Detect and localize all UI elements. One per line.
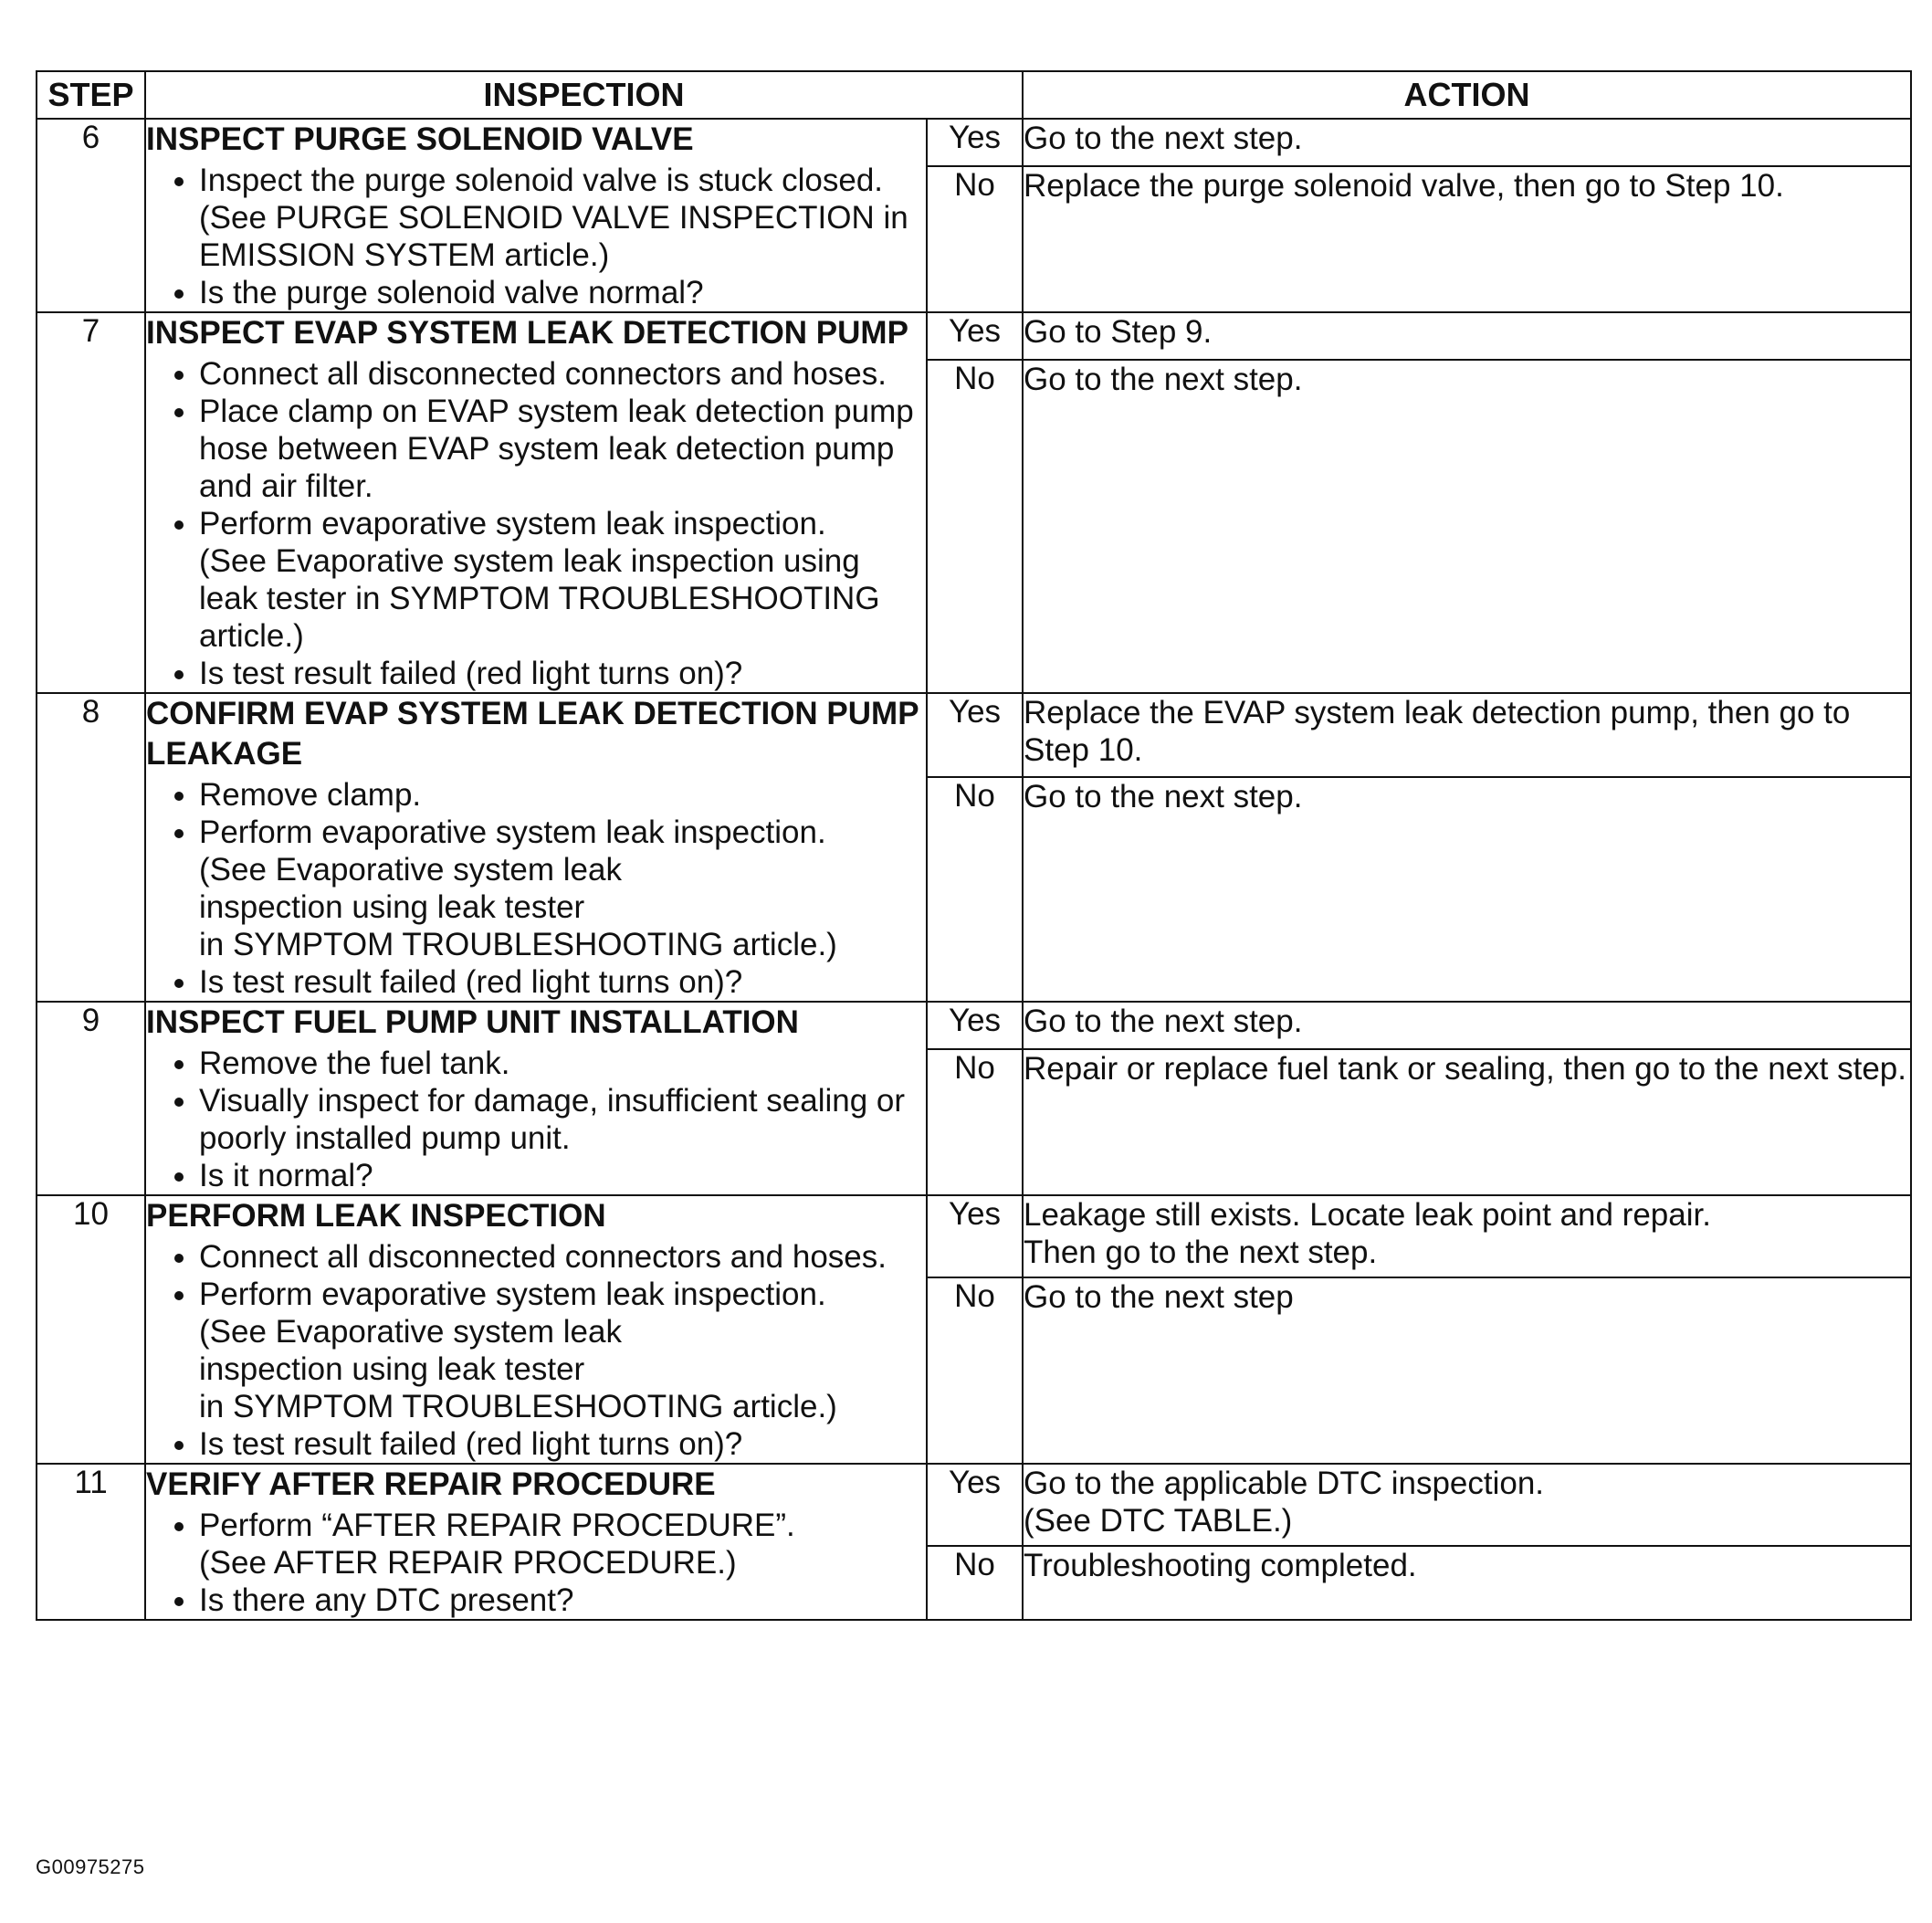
action-no: Repair or replace fuel tank or sealing, then go to the next step. bbox=[1023, 1049, 1911, 1195]
inspection-bullet bbox=[199, 1045, 926, 1082]
bullet-note: (See PURGE SOLENOID VALVE INSPECTION in EMISSION SYSTEM article.) bbox=[199, 200, 908, 273]
bullet-note: (See Evaporative system leak inspection using leak tester in SYMPTOM TROUBLESHOOTING article.) bbox=[199, 543, 880, 654]
header-row bbox=[37, 71, 1911, 119]
bullet-note: (See AFTER REPAIR PROCEDURE.) bbox=[199, 1545, 737, 1581]
bullet-text: Is test result failed (red light turns on)? bbox=[199, 1426, 743, 1462]
bullet-text: Is there any DTC present? bbox=[199, 1582, 574, 1618]
bullet-text: Visually inspect for damage, insufficient sealing or poorly installed pump unit. bbox=[199, 1083, 906, 1156]
inspection-bullet bbox=[199, 1581, 926, 1619]
inspection-bullet bbox=[199, 1157, 926, 1194]
inspection-title: CONFIRM EVAP SYSTEM LEAK DETECTION PUMP LEAKAGE bbox=[146, 696, 919, 772]
inspection-bullets bbox=[146, 1238, 926, 1463]
bullet-text: Perform evaporative system leak inspection. bbox=[199, 1277, 826, 1312]
bullet-text: Place clamp on EVAP system leak detection pump hose between EVAP system leak detection pump and air filter. bbox=[199, 394, 914, 504]
bullet-text: Perform evaporative system leak inspection. bbox=[199, 506, 826, 541]
action-yes: Go to the applicable DTC inspection. (See DTC TABLE.) bbox=[1023, 1464, 1911, 1546]
action-yes: Go to Step 9. bbox=[1023, 312, 1911, 360]
inspection-bullets bbox=[146, 355, 926, 692]
answer-no: No bbox=[927, 1546, 1023, 1620]
inspection-cell bbox=[145, 119, 927, 312]
inspection-bullets bbox=[146, 1507, 926, 1619]
step-number: 8 bbox=[37, 693, 145, 1002]
header-inspection: INSPECTION bbox=[145, 71, 1023, 119]
inspection-title: VERIFY AFTER REPAIR PROCEDURE bbox=[146, 1466, 716, 1502]
table-body bbox=[37, 119, 1911, 1620]
step-number: 10 bbox=[37, 1195, 145, 1464]
inspection-bullet bbox=[199, 963, 926, 1001]
answer-yes: Yes bbox=[927, 1195, 1023, 1277]
step-row-yes bbox=[37, 1195, 1911, 1277]
bullet-text: Remove clamp. bbox=[199, 777, 422, 813]
answer-yes: Yes bbox=[927, 1464, 1023, 1546]
step-number: 7 bbox=[37, 312, 145, 693]
action-no: Replace the purge solenoid valve, then go to Step 10. bbox=[1023, 166, 1911, 312]
inspection-bullet bbox=[199, 1276, 926, 1425]
inspection-bullet bbox=[199, 1082, 926, 1157]
inspection-title: PERFORM LEAK INSPECTION bbox=[146, 1198, 606, 1234]
inspection-bullet bbox=[199, 1507, 926, 1581]
step-number: 6 bbox=[37, 119, 145, 312]
inspection-title: INSPECT EVAP SYSTEM LEAK DETECTION PUMP bbox=[146, 315, 908, 351]
step-row-yes bbox=[37, 312, 1911, 360]
inspection-bullets bbox=[146, 776, 926, 1001]
action-no: Go to the next step bbox=[1023, 1277, 1911, 1464]
inspection-title: INSPECT PURGE SOLENOID VALVE bbox=[146, 121, 694, 157]
answer-yes: Yes bbox=[927, 312, 1023, 360]
bullet-text: Is the purge solenoid valve normal? bbox=[199, 275, 704, 310]
step-row-yes bbox=[37, 1464, 1911, 1546]
inspection-bullet bbox=[199, 355, 926, 393]
inspection-bullet bbox=[199, 274, 926, 311]
inspection-bullet bbox=[199, 1425, 926, 1463]
answer-no: No bbox=[927, 1277, 1023, 1464]
inspection-bullet bbox=[199, 505, 926, 655]
step-number: 9 bbox=[37, 1002, 145, 1195]
inspection-title: INSPECT FUEL PUMP UNIT INSTALLATION bbox=[146, 1004, 799, 1040]
header-action: ACTION bbox=[1023, 71, 1911, 119]
bullet-note: (See Evaporative system leak inspection using leak tester in SYMPTOM TROUBLESHOOTING article.) bbox=[199, 1314, 837, 1424]
header-step: STEP bbox=[37, 71, 145, 119]
answer-yes: Yes bbox=[927, 693, 1023, 777]
diagnostic-table bbox=[36, 70, 1912, 1621]
bullet-text: Remove the fuel tank. bbox=[199, 1046, 510, 1081]
action-yes: Leakage still exists. Locate leak point and repair. Then go to the next step. bbox=[1023, 1195, 1911, 1277]
step-number: 11 bbox=[37, 1464, 145, 1620]
inspection-cell bbox=[145, 312, 927, 693]
action-yes: Go to the next step. bbox=[1023, 1002, 1911, 1049]
answer-no: No bbox=[927, 777, 1023, 1002]
action-yes: Replace the EVAP system leak detection pump, then go to Step 10. bbox=[1023, 693, 1911, 777]
inspection-bullet bbox=[199, 1238, 926, 1276]
inspection-cell bbox=[145, 1464, 927, 1620]
inspection-cell bbox=[145, 1002, 927, 1195]
answer-no: No bbox=[927, 360, 1023, 693]
bullet-text: Connect all disconnected connectors and hoses. bbox=[199, 1239, 887, 1275]
answer-no: No bbox=[927, 1049, 1023, 1195]
bullet-text: Perform evaporative system leak inspection. bbox=[199, 814, 826, 850]
answer-yes: Yes bbox=[927, 119, 1023, 166]
bullet-text: Perform “AFTER REPAIR PROCEDURE”. bbox=[199, 1508, 795, 1543]
inspection-bullet bbox=[199, 162, 926, 274]
bullet-text: Connect all disconnected connectors and hoses. bbox=[199, 356, 887, 392]
inspection-bullet bbox=[199, 655, 926, 692]
action-no: Troubleshooting completed. bbox=[1023, 1546, 1911, 1620]
step-row-yes bbox=[37, 119, 1911, 166]
figure-id: G00975275 bbox=[36, 1855, 145, 1878]
action-no: Go to the next step. bbox=[1023, 777, 1911, 1002]
step-row-yes bbox=[37, 1002, 1911, 1049]
answer-yes: Yes bbox=[927, 1002, 1023, 1049]
action-no: Go to the next step. bbox=[1023, 360, 1911, 693]
inspection-bullets bbox=[146, 1045, 926, 1194]
bullet-text: Is it normal? bbox=[199, 1158, 373, 1193]
inspection-bullet bbox=[199, 393, 926, 505]
inspection-bullet bbox=[199, 776, 926, 814]
inspection-cell bbox=[145, 693, 927, 1002]
bullet-text: Inspect the purge solenoid valve is stuck closed. bbox=[199, 163, 884, 198]
answer-no: No bbox=[927, 166, 1023, 312]
bullet-text: Is test result failed (red light turns on)? bbox=[199, 964, 743, 1000]
inspection-bullets bbox=[146, 162, 926, 311]
bullet-text: Is test result failed (red light turns on)? bbox=[199, 656, 743, 691]
step-row-yes bbox=[37, 693, 1911, 777]
inspection-bullet bbox=[199, 814, 926, 963]
bullet-note: (See Evaporative system leak inspection using leak tester in SYMPTOM TROUBLESHOOTING article.) bbox=[199, 852, 837, 962]
action-yes: Go to the next step. bbox=[1023, 119, 1911, 166]
inspection-cell bbox=[145, 1195, 927, 1464]
